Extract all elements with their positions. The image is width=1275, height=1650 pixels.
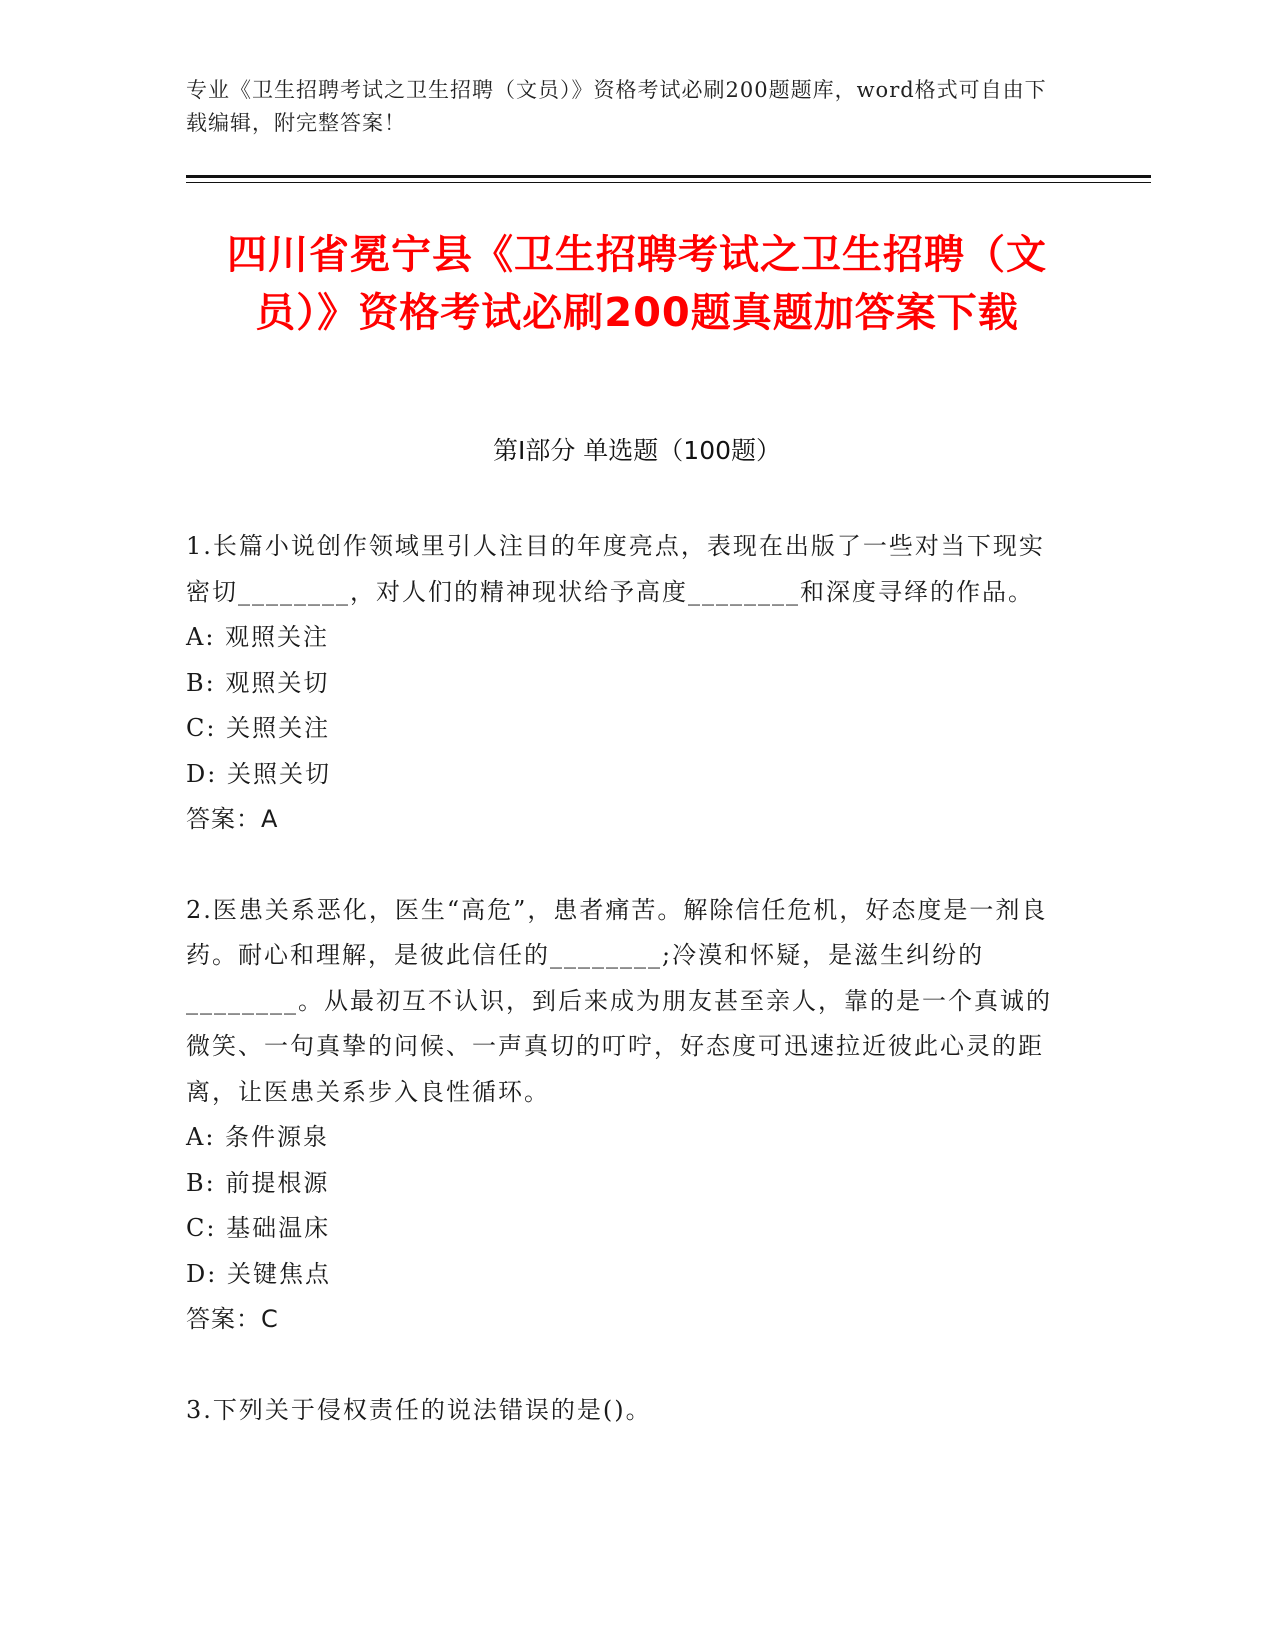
- question-3: [186, 1388, 1066, 1434]
- option-b: B: 前提根源: [186, 1168, 330, 1197]
- header-note: 专业《卫生招聘考试之卫生招聘（文员）》资格考试必刷200题题库，word格式可自由下载编辑，附完整答案！: [186, 78, 1047, 135]
- option-a: A: 观照关注: [186, 623, 330, 651]
- question-2: [186, 888, 1066, 1343]
- option-a: A: 条件源泉: [186, 1123, 330, 1151]
- option-d: D: 关照关切: [186, 759, 331, 788]
- option-b: B: 观照关切: [186, 668, 330, 697]
- question-1: [186, 524, 1066, 843]
- answer-line: 答案：C: [186, 1305, 279, 1333]
- question-stem: 2.医患关系恶化，医生“高危”，患者痛苦。解除信任危机，好态度是一剂良药。耐心和理解，是彼此信任的________;冷漠和怀疑，是滋生纠纷的________。从最初互不认识，到后来成为朋友甚至亲人，靠的是一个真诚的微笑、一句真挚的问候、一声真切的叮咛，好态度可迅速拉近彼此心灵的距离，让医患关系步入良性循环。: [186, 895, 1052, 1106]
- option-c: C: 基础温床: [186, 1214, 331, 1242]
- question-list: [186, 524, 1066, 1478]
- question-stem: 3.下列关于侵权责任的说法错误的是()。: [186, 1395, 652, 1424]
- option-d: D: 关键焦点: [186, 1259, 331, 1288]
- option-c: C: 关照关注: [186, 714, 331, 742]
- section-heading: 第I部分 单选题（100题）: [492, 436, 782, 465]
- document-title: 四川省冕宁县《卫生招聘考试之卫生招聘（文员）》资格考试必刷200题真题加答案下载: [227, 232, 1047, 336]
- answer-line: 答案：A: [186, 805, 279, 833]
- header-divider-thick: [186, 175, 1151, 178]
- header-divider-thin: [186, 182, 1151, 183]
- question-stem: 1.长篇小说创作领域里引人注目的年度亮点，表现在出版了一些对当下现实密切________，对人们的精神现状给予高度________和深度寻绎的作品。: [186, 532, 1045, 606]
